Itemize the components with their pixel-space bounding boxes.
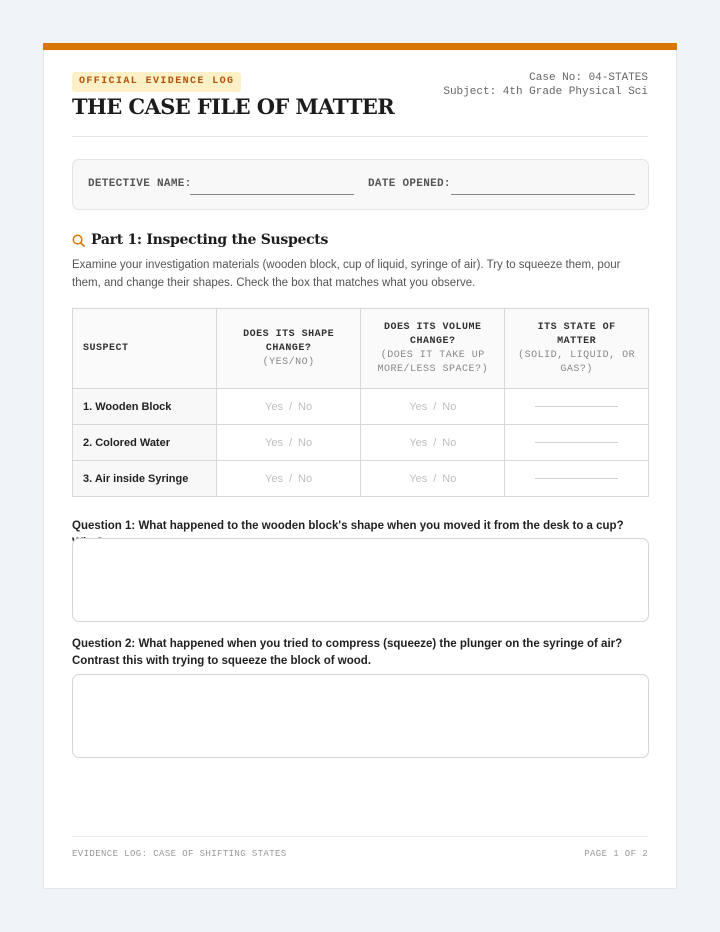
part1-heading [72,232,328,248]
subject-line: Subject: 4th Grade Physical Sci [443,86,648,98]
header-shape-change: DOES ITS SHAPE CHANGE? (YES/NO) [216,309,361,389]
question-2: Question 2: What happened when you tried to compress (squeeze) the plunger on the syringe of air? Contrast this with trying to squeeze the block of wood. [72,638,623,667]
table-row [73,461,649,497]
header-state-of-matter: ITS STATE OF MATTER (SOLID, LIQUID, OR GAS?) [505,309,649,389]
case-meta [443,71,648,99]
table-header-row [73,309,649,389]
suspect-name: 2. Colored Water [73,425,217,461]
header-suspect: SUSPECT [73,309,217,389]
state-answer-field[interactable] [505,461,649,497]
answer-box-1[interactable] [72,538,649,622]
page-title: THE CASE FILE OF MATTER [72,94,395,119]
volume-yes-no[interactable]: Yes / No [361,425,505,461]
footer-log-title: EVIDENCE LOG: CASE OF SHIFTING STATES [72,849,287,859]
suspects-table [72,308,649,497]
header-divider [72,136,648,137]
magnifier-icon [72,234,85,247]
question-1: Question 1: What happened to the wooden block's shape when you moved it from the desk to a cup? [72,520,624,532]
detective-name-label: DETECTIVE NAME: [88,178,192,190]
volume-yes-no[interactable]: Yes / No [361,389,505,425]
evidence-log-tag: OFFICIAL EVIDENCE LOG [72,72,241,92]
accent-bar [43,43,677,50]
shape-yes-no[interactable]: Yes / No [216,389,361,425]
footer-divider [72,836,648,837]
state-answer-field[interactable] [505,425,649,461]
table-row [73,389,649,425]
date-opened-field[interactable] [451,194,635,195]
page-number: PAGE 1 OF 2 [584,849,648,859]
suspect-name: 1. Wooden Block [73,389,217,425]
volume-yes-no[interactable]: Yes / No [361,461,505,497]
shape-yes-no[interactable]: Yes / No [216,425,361,461]
part1-title: Part 1: Inspecting the Suspects [91,232,329,248]
date-opened-label: DATE OPENED: [368,178,451,190]
table-row [73,425,649,461]
worksheet-page [43,43,677,889]
state-answer-field[interactable] [505,389,649,425]
detective-name-field[interactable] [190,194,354,195]
case-number: Case No: 04-STATES [529,72,648,84]
header-volume-change: DOES ITS VOLUME CHANGE? (DOES IT TAKE UP MORE/LESS SPACE?) [361,309,505,389]
shape-yes-no[interactable]: Yes / No [216,461,361,497]
suspect-name: 3. Air inside Syringe [73,461,217,497]
answer-box-2[interactable] [72,674,649,758]
part1-instructions: Examine your investigation materials (wooden block, cup of liquid, syringe of air). Try to squeeze them, pour them, and change their shapes. Check the box that matches what you observe. [72,259,621,289]
detective-info-box [72,159,649,210]
